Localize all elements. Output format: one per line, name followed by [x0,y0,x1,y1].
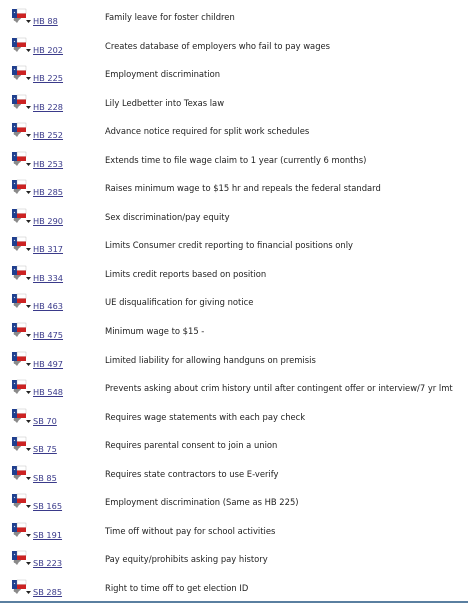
texas-flag-dropdown-icon[interactable] [11,8,33,26]
bill-description: Minimum wage to $15 - [105,326,205,337]
bill-link[interactable]: HB 202 [33,44,64,55]
list-item [0,434,468,463]
list-item [0,291,468,320]
texas-flag-dropdown-icon[interactable] [11,322,33,340]
bill-description: Right to time off to get election ID [105,582,249,593]
bill-link[interactable]: HB 88 [33,16,58,26]
texas-flag-dropdown-icon[interactable] [11,236,33,254]
texas-flag-dropdown-icon[interactable] [11,94,33,112]
bill-description: Pay equity/prohibits asking pay history [105,554,268,565]
list-item [0,320,468,349]
bill-link[interactable]: SB 191 [33,529,63,540]
list-item [0,377,468,406]
bill-description: Requires state contractors to use E-verify [105,468,279,479]
bill-link[interactable]: HB 497 [33,358,64,369]
bottom-divider [0,601,468,603]
texas-flag-dropdown-icon[interactable] [11,351,33,369]
bill-description: Limits Consumer credit reporting to financial positions only [105,240,354,251]
bill-link[interactable]: SB 75 [33,444,57,455]
texas-flag-dropdown-icon[interactable] [11,208,33,226]
texas-flag-dropdown-icon[interactable] [11,493,33,511]
list-item [0,463,468,492]
bill-description: Limited liability for allowing handguns on premisis [105,354,316,365]
bill-description: Creates database of employers who fail to pay wages [105,40,331,51]
bill-link[interactable]: SB 223 [33,558,63,569]
bill-description: Time off without pay for school activities [105,525,276,536]
bill-link[interactable]: SB 85 [33,472,57,483]
texas-flag-dropdown-icon[interactable] [11,379,33,397]
list-item [0,120,468,149]
bill-description: Sex discrimination/pay equity [105,211,230,222]
texas-flag-dropdown-icon[interactable] [11,179,33,197]
texas-flag-dropdown-icon[interactable] [11,550,33,568]
bill-description: Limits credit reports based on position [105,268,267,279]
list-item [0,63,468,92]
texas-flag-dropdown-icon[interactable] [11,522,33,540]
bill-description: Extends time to file wage claim to 1 year (currently 6 months) [105,154,367,165]
bill-link[interactable]: HB 548 [33,387,64,398]
bill-description: Employment discrimination [105,69,221,80]
list-item [0,234,468,263]
bill-link[interactable]: HB 290 [33,215,64,226]
bill-link[interactable]: HB 225 [33,73,64,84]
list-item [0,520,468,549]
list-item [0,349,468,378]
bill-link[interactable]: HB 334 [33,272,64,283]
list-item [0,177,468,206]
list-item [0,149,468,178]
list-item [0,206,468,235]
bill-description: Employment discrimination (Same as HB 225) [105,497,299,508]
bill-link[interactable]: SB 165 [33,501,63,512]
bill-description: Requires parental consent to join a union [105,440,278,451]
bill-description: Prevents asking about crim history until after contingent offer or interview/7 yr lmt [105,383,453,394]
bill-description: Lily Ledbetter into Texas law [105,97,225,108]
list-item [0,92,468,121]
texas-flag-dropdown-icon[interactable] [11,436,33,454]
bill-link[interactable]: HB 475 [33,330,64,341]
bill-link[interactable]: HB 317 [33,244,64,255]
list-item [0,6,468,35]
bill-link[interactable]: HB 228 [33,101,64,112]
bill-description: Advance notice required for split work schedules [105,126,310,137]
bill-description: UE disqualification for giving notice [105,297,254,308]
list-item [0,406,468,435]
texas-flag-dropdown-icon[interactable] [11,293,33,311]
list-item [0,548,468,577]
texas-flag-dropdown-icon[interactable] [11,579,33,597]
bill-description: Raises minimum wage to $15 hr and repeals the federal standard [105,183,381,194]
list-item [0,491,468,520]
bill-description: Requires wage statements with each pay check [105,411,306,422]
texas-flag-dropdown-icon[interactable] [11,65,33,83]
texas-flag-dropdown-icon[interactable] [11,37,33,55]
bill-link[interactable]: HB 285 [33,187,64,198]
bill-list [0,6,468,605]
bill-link[interactable]: HB 463 [33,301,64,312]
bill-link[interactable]: SB 70 [33,415,57,426]
texas-flag-dropdown-icon[interactable] [11,265,33,283]
bill-link[interactable]: SB 285 [33,586,63,597]
texas-flag-dropdown-icon[interactable] [11,408,33,426]
list-item [0,263,468,292]
bill-link[interactable]: HB 252 [33,130,64,141]
list-item [0,35,468,64]
texas-flag-dropdown-icon[interactable] [11,122,33,140]
bill-link[interactable]: HB 253 [33,158,64,169]
texas-flag-dropdown-icon[interactable] [11,151,33,169]
bill-description: Family leave for foster children [105,12,235,22]
texas-flag-dropdown-icon[interactable] [11,465,33,483]
